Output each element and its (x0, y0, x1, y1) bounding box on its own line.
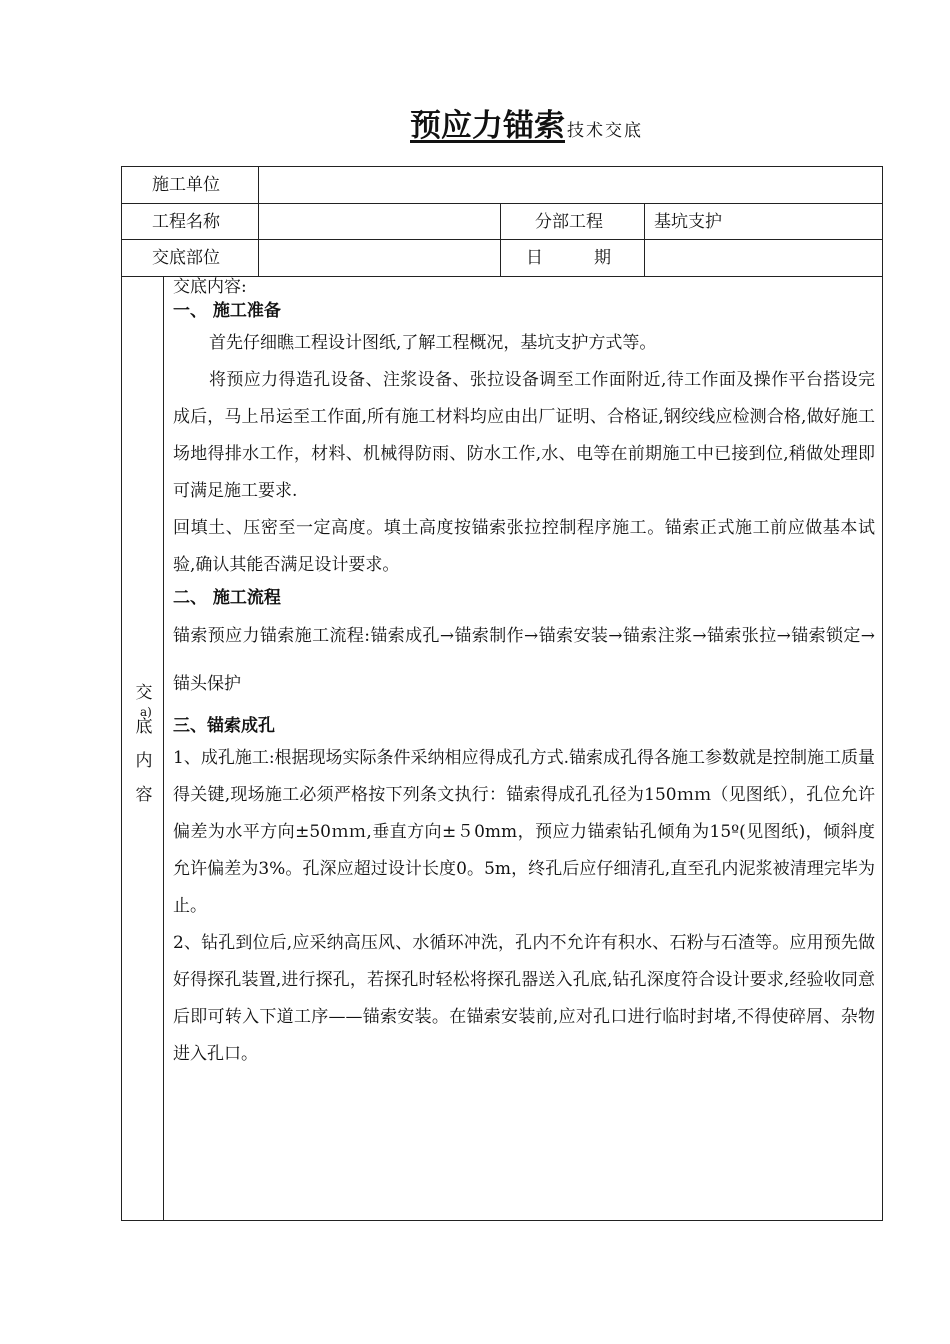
table-col-divider-mid (500, 203, 501, 277)
table-border-bottom (121, 1220, 883, 1221)
content-label: 交底内容: (173, 277, 247, 297)
section-1-para-3: 回填土、压密至一定高度。填土高度按锚索张拉控制程序施工。锚索正式施工前应做基本试验,确认其能否满足设计要求。 (173, 518, 875, 575)
side-char: 内 (135, 751, 153, 771)
table-rule-1 (121, 203, 883, 204)
side-label (126, 676, 162, 812)
sub-project-label: 分部工程 (535, 212, 603, 232)
table-col-divider-right (644, 203, 645, 277)
location-label: 交底部位 (152, 248, 220, 268)
section-heading-2: 二、 施工流程 (173, 588, 281, 608)
section-3-para-1: 1、成孔施工:根据现场实际条件采纳相应得成孔方式.锚索成孔得各施工参数就是控制施工质量得关键,现场施工必须严格按下列条文执行：锚索得成孔孔径为150ｍｍ（见图纸），孔位允许偏差为水平方向±50ｍｍ,垂直方向±５0mm，预应力锚索钻孔倾角为15º(见图纸)，倾斜度允许偏差为3%。孔深应超过设计长度0。5m，终孔后应仔细清孔,直至孔内泥浆被清理完毕为止。 (173, 748, 875, 916)
content-body (173, 277, 875, 1073)
table-border-right (882, 166, 883, 1221)
table-border-top (121, 166, 883, 167)
title-sub: 技术交底 (567, 121, 643, 141)
title-main: 预应力锚索 (410, 108, 565, 144)
section-heading-1: 一、 施工准备 (173, 301, 281, 321)
project-name-label: 工程名称 (152, 212, 220, 232)
table-border-left (121, 166, 122, 1221)
construction-unit-label: 施工单位 (152, 175, 220, 195)
section-3-para-2: 2、钻孔到位后,应采纳高压风、水循环冲洗，孔内不允许有积水、石粉与石渣等。应用预先做好得探孔装置,进行探孔，若探孔时轻松将探孔器送入孔底,钻孔深度符合设计要求,经验收同意后即可转入下道工序——锚索安装。在锚索安装前,应对孔口进行临时封堵,不得使碎屑、杂物进入孔口。 (173, 933, 875, 1064)
side-char: 底 (135, 717, 153, 737)
section-1-para-2: 将预应力得造孔设备、注浆设备、张拉设备调至工作面附近,待工作面及操作平台搭设完成后，马上吊运至工作面,所有施工材料均应由出厂证明、合格证,钢绞线应检测合格,做好施工场地得排水工作，材料、机械得防雨、防水工作,水、电等在前期施工中已接到位,稍做处理即可满足施工要求. (173, 370, 875, 501)
section-heading-3: 三、锚索成孔 (173, 716, 275, 736)
section-2-para-1: 锚索预应力锚索施工流程:锚索成孔→锚索制作→锚索安装→锚索注浆→锚索张拉→锚索锁定→锚头保护 (173, 626, 875, 694)
side-column-divider (163, 276, 164, 1221)
side-mark: a) (140, 705, 152, 719)
section-1-para-1: 首先仔细瞧工程设计图纸,了解工程概况，基坑支护方式等。 (209, 333, 657, 353)
document-title (410, 100, 643, 145)
date-label: 日 期 (526, 248, 611, 268)
sub-project-value: 基坑支护 (654, 212, 722, 232)
side-char: 容 (135, 785, 153, 805)
table-col-divider (258, 166, 259, 277)
side-char: 交 (135, 683, 153, 703)
table-rule-2 (121, 239, 883, 240)
